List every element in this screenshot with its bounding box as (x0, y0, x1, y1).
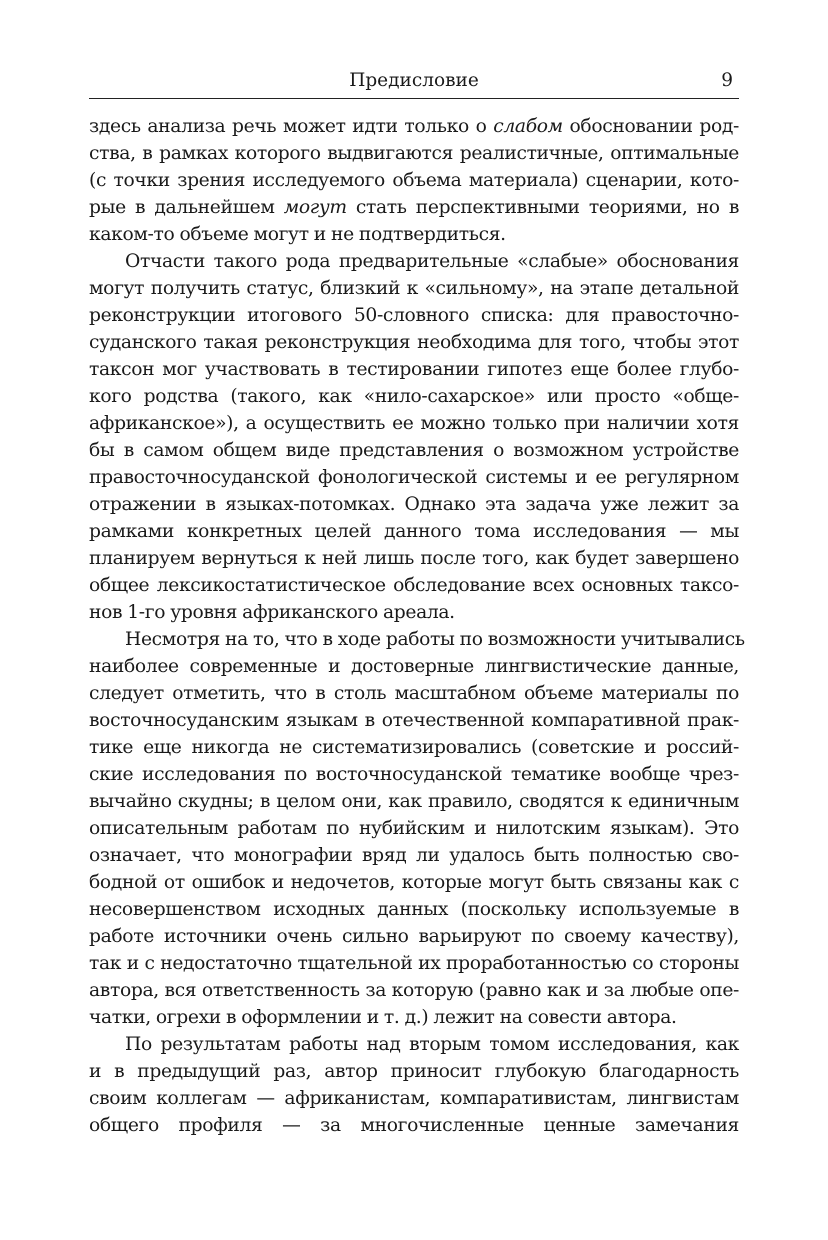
emphasized-word: могут (283, 197, 347, 218)
text-line: реконструкции итогового 50-словного списка: для правосточно- (89, 305, 739, 326)
text-line: автора, вся ответственность за которую (равно как и за любые опе- (89, 980, 739, 1001)
text-line: вычайно скудны; в целом они, как правило, сводятся к единичным (89, 791, 739, 812)
text-line: восточносуданским языкам в отечественной компаративной прак- (89, 710, 739, 731)
running-title: Предисловие (349, 70, 479, 91)
paragraph (89, 113, 739, 248)
text-line: несовершенством исходных данных (поскольку используемые в (89, 899, 739, 920)
text-line: бы в самом общем виде представления о возможном устройстве (89, 440, 739, 461)
running-header (89, 64, 739, 99)
text-line: здесь анализа речь может идти только о слабом обосновании род- (89, 116, 739, 137)
text-line: бодной от ошибок и недочетов, которые могут быть связаны как с (89, 872, 739, 893)
text-line: тике еще никогда не систематизировались (советские и россий- (89, 737, 739, 758)
text-line: работе источники очень сильно варьируют по своему качеству), (89, 926, 739, 947)
text-line: и в предыдущий раз, автор приносит глубокую благодарность (89, 1061, 739, 1082)
text-line: ские исследования по восточносуданской тематике вообще чрез- (89, 764, 739, 785)
page-number: 9 (721, 70, 733, 91)
paragraph (89, 626, 745, 1031)
text-line: общее лексикостатистическое обследование всех основных таксо- (89, 575, 739, 596)
text-line: следует отметить, что в столь масштабном объеме материалы по (89, 683, 739, 704)
paragraph (89, 248, 739, 626)
body-text (89, 113, 745, 1139)
text-line: Несмотря на то, что в ходе работы по возможности учитывались (125, 629, 745, 650)
text-line: рые в дальнейшем могут стать перспективными теориями, но в (89, 197, 739, 218)
text-line: наиболее современные и достоверные лингвистические данные, (89, 656, 739, 677)
text-line: планируем вернуться к ней лишь после того, как будет завершено (89, 548, 739, 569)
text-line: описательным работам по нубийским и нилотским языкам). Это (89, 818, 739, 839)
text-line: ства, в рамках которого выдвигаются реалистичные, оптимальные (89, 143, 739, 164)
text-line: означает, что монографии вряд ли удалось быть полностью сво- (89, 845, 739, 866)
text-line: отражении в языках-потомках. Однако эта задача уже лежит за (89, 494, 739, 515)
text-line: так и с недостаточно тщательной их проработанностью со стороны (89, 953, 739, 974)
text-line: правосточносуданской фонологической системы и ее регулярном (89, 467, 739, 488)
text-line: африканское»), а осуществить ее можно только при наличии хотя (89, 413, 739, 434)
paragraph (89, 1031, 739, 1139)
text-line: таксон мог участвовать в тестировании гипотез еще более глубо- (89, 359, 739, 380)
text-line: кого родства (такого, как «нило-сахарское» или просто «обще- (89, 386, 739, 407)
text-line: Отчасти такого рода предварительные «слабые» обоснования (125, 251, 739, 272)
book-page (89, 64, 745, 1139)
text-line: (с точки зрения исследуемого объема материала) сценарии, кото- (89, 170, 739, 191)
text-line: своим коллегам — африканистам, компаративистам, лингвистам (89, 1088, 739, 1109)
text-line: По результатам работы над вторым томом исследования, как (125, 1034, 739, 1055)
text-line: рамками конкретных целей данного тома исследования — мы (89, 521, 739, 542)
emphasized-word: слабом (493, 116, 563, 137)
text-line: могут получить статус, близкий к «сильному», на этапе детальной (89, 278, 739, 299)
text-line: суданского такая реконструкция необходима для того, чтобы этот (89, 332, 739, 353)
text-line: нов 1-го уровня африканского ареала. (89, 602, 455, 623)
text-line: каком-то объеме могут и не подтвердиться. (89, 224, 506, 245)
text-line: общего профиля — за многочисленные ценные замечания (89, 1115, 739, 1136)
text-line: чатки, огрехи в оформлении и т. д.) лежит на совести автора. (89, 1007, 677, 1028)
